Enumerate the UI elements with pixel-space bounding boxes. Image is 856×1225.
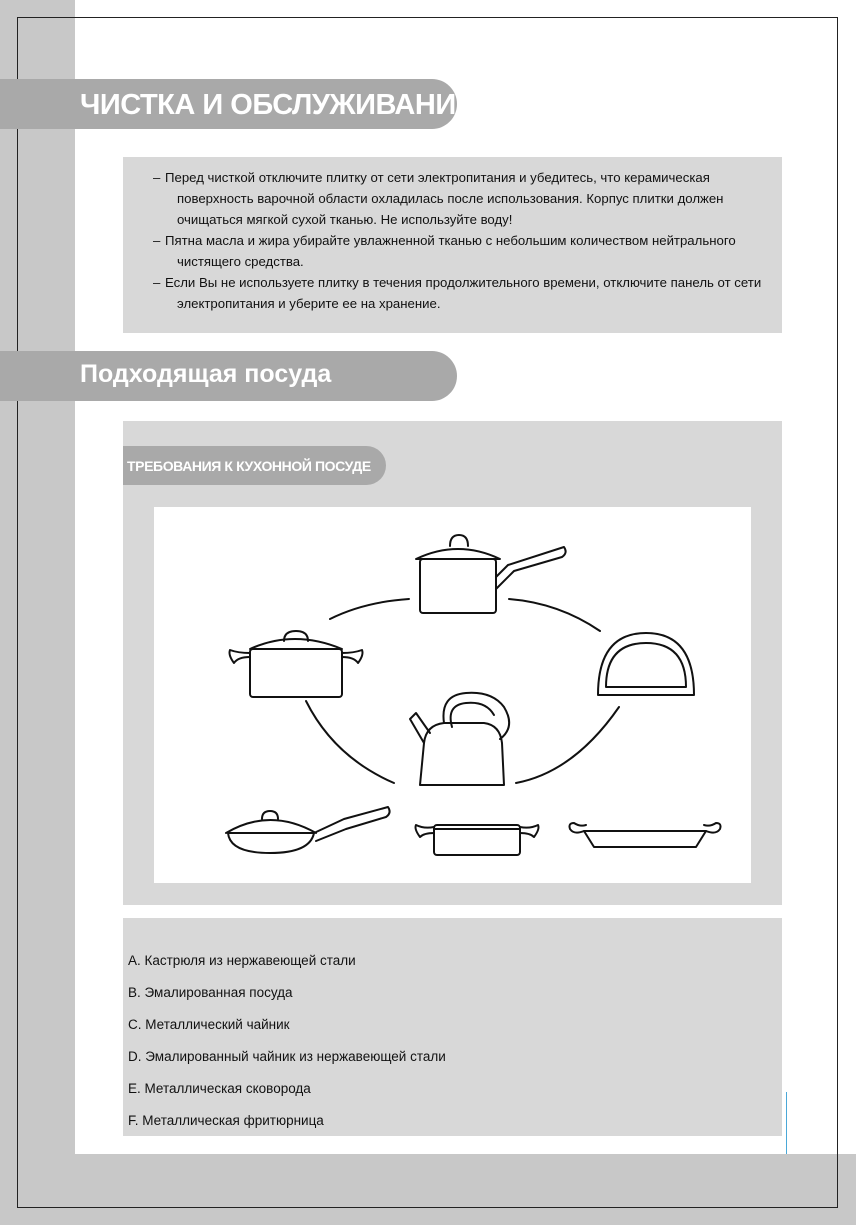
legend-item: C. Металлический чайник: [128, 1017, 290, 1032]
legend-item: B. Эмалированная посуда: [128, 985, 293, 1000]
cleaning-item: [123, 230, 782, 272]
cleaning-item: [123, 272, 782, 314]
kettle-icon: [410, 693, 509, 785]
list-dash: –: [153, 170, 161, 185]
legend-item: F. Металлическая фритюрница: [128, 1113, 324, 1128]
saucepan-icon: [416, 535, 566, 613]
list-dash: –: [153, 275, 161, 290]
cleaning-item-text: Если Вы не используете плитку в течения продолжительного времени, отключите панель от сети электропитания и уберите ее на хранение.: [165, 275, 762, 311]
margin-accent-line: [786, 1092, 787, 1154]
cookware-requirements-panel: [123, 421, 782, 905]
arrangement-ellipse-icon: [306, 599, 619, 783]
baking-dish-icon: [416, 825, 539, 855]
legend-item: A. Кастрюля из нержавеющей стали: [128, 953, 356, 968]
enamel-pot-icon: [598, 633, 694, 695]
cookware-requirements-heading: ТРЕБОВАНИЯ К КУХОННОЙ ПОСУДЕ: [123, 446, 386, 485]
legend-item: D. Эмалированный чайник из нержавеющей стали: [128, 1049, 446, 1064]
section-title-cleaning: ЧИСТКА И ОБСЛУЖИВАНИЕ: [0, 79, 457, 129]
fryer-tray-icon: [570, 823, 721, 847]
cleaning-item-text: Пятна масла и жира убирайте увлажненной тканью с небольшим количеством нейтрального чистящего средства.: [165, 233, 736, 269]
cookware-illustration: [154, 507, 751, 883]
frying-pan-icon: [226, 807, 390, 853]
cleaning-item-text: Перед чисткой отключите плитку от сети электропитания и убедитесь, что керамическая поверхность варочной области охладилась после использования. Корпус плитки должен очищаться мягкой сухой тканью. Не используйте воду!: [165, 170, 724, 227]
casserole-pot-icon: [230, 631, 363, 697]
section-title-cookware: Подходящая посуда: [0, 351, 457, 401]
list-dash: –: [153, 233, 161, 248]
cleaning-item: [123, 167, 782, 230]
cleaning-list: [123, 157, 782, 314]
legend-item: E. Металлическая сковорода: [128, 1081, 311, 1096]
cleaning-instructions-panel: [123, 157, 782, 333]
cookware-legend-panel: [123, 918, 782, 1136]
